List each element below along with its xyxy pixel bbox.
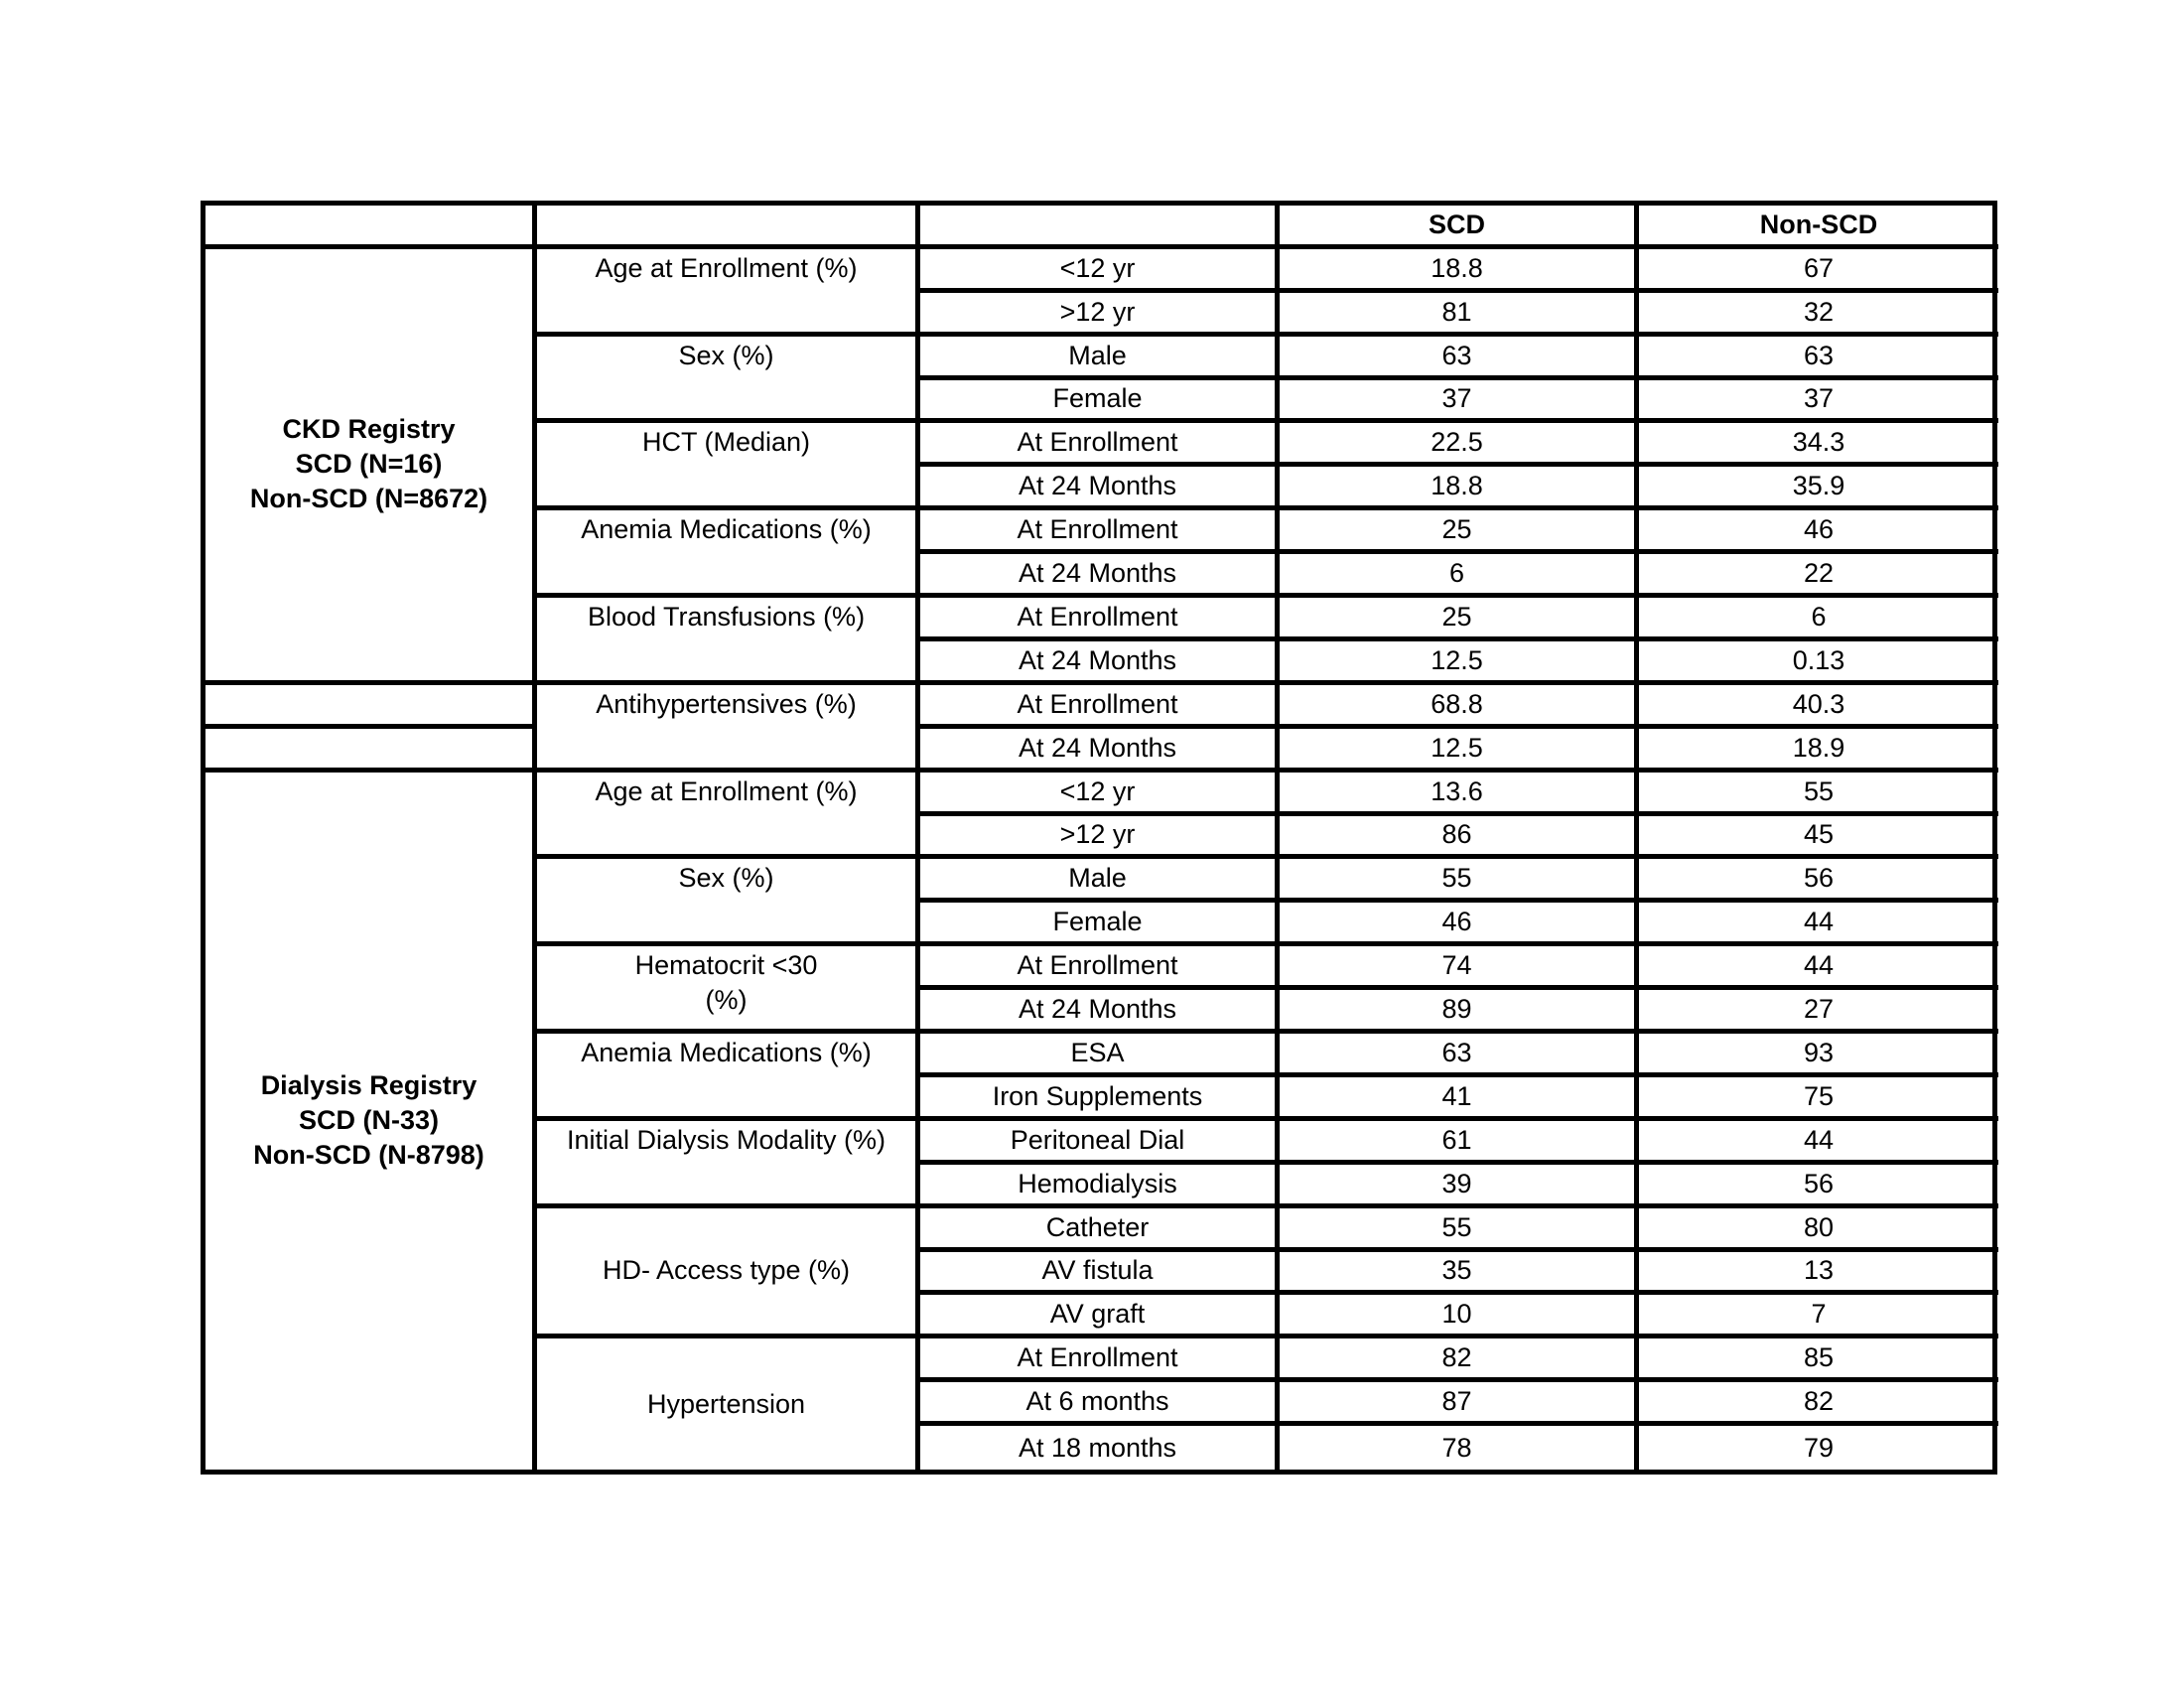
non-scd-value: 34.3 bbox=[1639, 423, 1998, 467]
row-label: AV fistula bbox=[920, 1252, 1280, 1296]
row-label: ESA bbox=[920, 1034, 1280, 1077]
non-scd-value: 40.3 bbox=[1639, 685, 1998, 729]
non-scd-value: 35.9 bbox=[1639, 467, 1998, 510]
row-label: At 18 months bbox=[920, 1426, 1280, 1470]
row-label: Iron Supplements bbox=[920, 1077, 1280, 1121]
scd-value: 89 bbox=[1280, 990, 1639, 1034]
group-label: Anemia Medications (%) bbox=[537, 510, 920, 598]
scd-value: 22.5 bbox=[1280, 423, 1639, 467]
row-label: Peritoneal Dial bbox=[920, 1121, 1280, 1165]
row-label: At Enrollment bbox=[920, 510, 1280, 554]
non-scd-value: 0.13 bbox=[1639, 641, 1998, 685]
row-label: At 24 Months bbox=[920, 729, 1280, 773]
row-label: At 24 Months bbox=[920, 467, 1280, 510]
row-label: Female bbox=[920, 380, 1280, 424]
non-scd-value: 82 bbox=[1639, 1382, 1998, 1426]
scd-value: 46 bbox=[1280, 903, 1639, 946]
scd-value: 39 bbox=[1280, 1165, 1639, 1208]
non-scd-value: 13 bbox=[1639, 1252, 1998, 1296]
group-label: Hypertension bbox=[537, 1338, 920, 1470]
non-scd-value: 46 bbox=[1639, 510, 1998, 554]
scd-value: 12.5 bbox=[1280, 641, 1639, 685]
row-label: AV graft bbox=[920, 1295, 1280, 1338]
row-label: At Enrollment bbox=[920, 685, 1280, 729]
empty-cell bbox=[205, 729, 537, 773]
group-label: Hematocrit <30 (%) bbox=[537, 946, 920, 1034]
non-scd-value: 45 bbox=[1639, 816, 1998, 860]
group-label: Sex (%) bbox=[537, 859, 920, 946]
scd-value: 41 bbox=[1280, 1077, 1639, 1121]
row-label: At 24 Months bbox=[920, 990, 1280, 1034]
non-scd-value: 22 bbox=[1639, 554, 1998, 598]
scd-value: 82 bbox=[1280, 1338, 1639, 1382]
row-label: >12 yr bbox=[920, 293, 1280, 337]
non-scd-value: 18.9 bbox=[1639, 729, 1998, 773]
non-scd-value: 55 bbox=[1639, 773, 1998, 816]
group-label: HCT (Median) bbox=[537, 423, 920, 510]
ckd-registry-label: CKD Registry SCD (N=16) Non-SCD (N=8672) bbox=[205, 249, 537, 685]
non-scd-value: 37 bbox=[1639, 380, 1998, 424]
row-label: At 24 Months bbox=[920, 641, 1280, 685]
row-label: <12 yr bbox=[920, 773, 1280, 816]
non-scd-value: 75 bbox=[1639, 1077, 1998, 1121]
row-label: At 24 Months bbox=[920, 554, 1280, 598]
row-label: Hemodialysis bbox=[920, 1165, 1280, 1208]
scd-value: 35 bbox=[1280, 1252, 1639, 1296]
group-label: Initial Dialysis Modality (%) bbox=[537, 1121, 920, 1208]
row-label: Male bbox=[920, 337, 1280, 380]
non-scd-value: 93 bbox=[1639, 1034, 1998, 1077]
scd-value: 18.8 bbox=[1280, 467, 1639, 510]
non-scd-value: 67 bbox=[1639, 249, 1998, 293]
group-label: HD- Access type (%) bbox=[537, 1208, 920, 1339]
scd-value: 87 bbox=[1280, 1382, 1639, 1426]
group-label: Sex (%) bbox=[537, 337, 920, 424]
dialysis-registry-label: Dialysis Registry SCD (N-33) Non-SCD (N-8798) bbox=[205, 773, 537, 1470]
scd-value: 63 bbox=[1280, 337, 1639, 380]
scd-value: 63 bbox=[1280, 1034, 1639, 1077]
non-scd-value: 44 bbox=[1639, 946, 1998, 990]
scd-value: 81 bbox=[1280, 293, 1639, 337]
group-label: Age at Enrollment (%) bbox=[537, 249, 920, 337]
non-scd-value: 44 bbox=[1639, 903, 1998, 946]
scd-value: 55 bbox=[1280, 1208, 1639, 1252]
header-scd: SCD bbox=[1280, 206, 1639, 249]
row-label: Catheter bbox=[920, 1208, 1280, 1252]
scd-value: 13.6 bbox=[1280, 773, 1639, 816]
group-label: Anemia Medications (%) bbox=[537, 1034, 920, 1121]
data-table bbox=[201, 201, 1997, 1475]
header-blank-cell bbox=[537, 206, 920, 249]
scd-value: 25 bbox=[1280, 510, 1639, 554]
non-scd-value: 6 bbox=[1639, 598, 1998, 641]
non-scd-value: 27 bbox=[1639, 990, 1998, 1034]
non-scd-value: 56 bbox=[1639, 1165, 1998, 1208]
scd-value: 86 bbox=[1280, 816, 1639, 860]
row-label: At Enrollment bbox=[920, 423, 1280, 467]
non-scd-value: 44 bbox=[1639, 1121, 1998, 1165]
row-label: At Enrollment bbox=[920, 1338, 1280, 1382]
header-blank-cell bbox=[920, 206, 1280, 249]
scd-value: 37 bbox=[1280, 380, 1639, 424]
row-label: Male bbox=[920, 859, 1280, 903]
row-label: >12 yr bbox=[920, 816, 1280, 860]
group-label: Antihypertensives (%) bbox=[537, 685, 920, 773]
non-scd-value: 79 bbox=[1803, 1432, 1835, 1463]
scd-value: 74 bbox=[1280, 946, 1639, 990]
header-blank-cell bbox=[205, 206, 537, 249]
group-label: Age at Enrollment (%) bbox=[537, 773, 920, 860]
row-label: At Enrollment bbox=[920, 946, 1280, 990]
header-non-scd: Non-SCD bbox=[1639, 206, 1998, 249]
scd-value: 18.8 bbox=[1280, 249, 1639, 293]
row-label: At 6 months bbox=[920, 1382, 1280, 1426]
non-scd-value: 7 bbox=[1639, 1295, 1998, 1338]
non-scd-value: 80 bbox=[1639, 1208, 1998, 1252]
non-scd-value: 56 bbox=[1639, 859, 1998, 903]
non-scd-value: 85 bbox=[1639, 1338, 1998, 1382]
scd-value: 55 bbox=[1280, 859, 1639, 903]
row-label: At Enrollment bbox=[920, 598, 1280, 641]
scd-value: 6 bbox=[1280, 554, 1639, 598]
scd-value: 61 bbox=[1280, 1121, 1639, 1165]
scd-value: 10 bbox=[1280, 1295, 1639, 1338]
non-scd-value: 32 bbox=[1639, 293, 1998, 337]
row-label: <12 yr bbox=[920, 249, 1280, 293]
row-label: Female bbox=[920, 903, 1280, 946]
scd-value: 25 bbox=[1280, 598, 1639, 641]
scd-value: 12.5 bbox=[1280, 729, 1639, 773]
scd-value: 68.8 bbox=[1280, 685, 1639, 729]
scd-value: 78 bbox=[1280, 1426, 1639, 1470]
non-scd-value: 63 bbox=[1639, 337, 1998, 380]
empty-cell bbox=[205, 685, 537, 729]
group-label: Blood Transfusions (%) bbox=[537, 598, 920, 685]
